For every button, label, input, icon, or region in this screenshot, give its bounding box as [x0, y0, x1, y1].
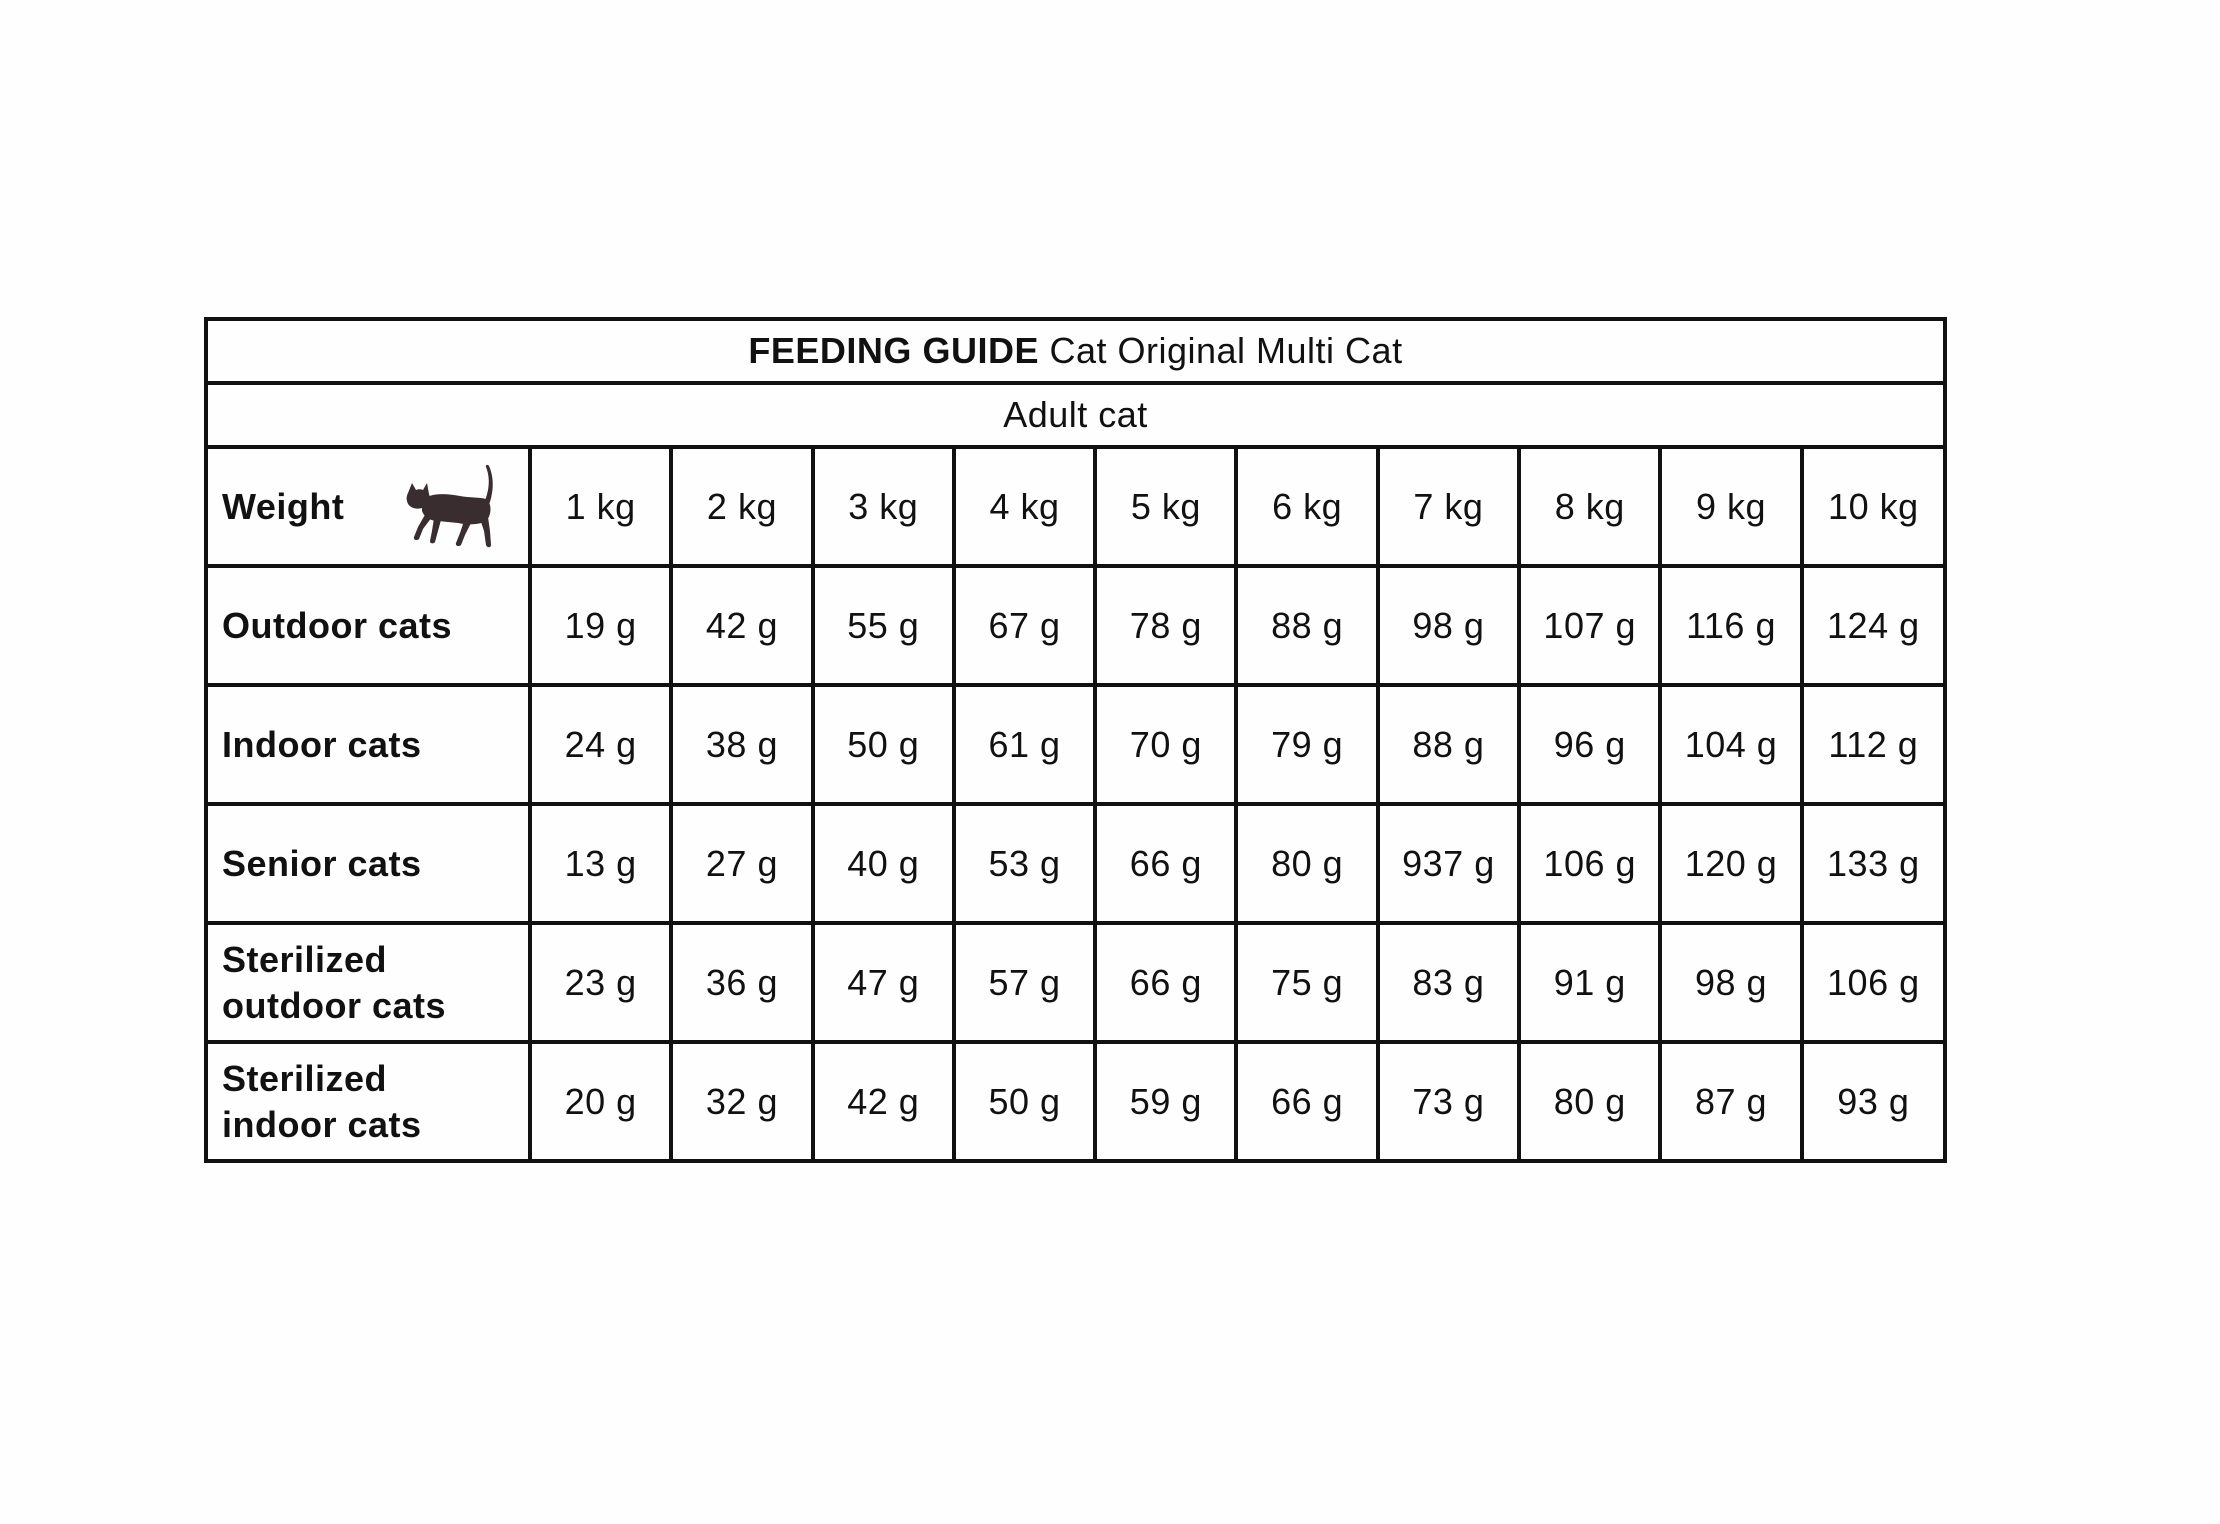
portion-cell: 112 g — [1802, 685, 1943, 804]
portion-cell: 937 g — [1378, 804, 1519, 923]
row-label-line: Sterilized — [222, 1057, 388, 1099]
weight-column-header: 3 kg — [813, 447, 954, 566]
weight-column-header: 9 kg — [1660, 447, 1801, 566]
portion-cell: 55 g — [813, 566, 954, 685]
portion-cell: 73 g — [1378, 1042, 1519, 1159]
portion-cell: 50 g — [813, 685, 954, 804]
portion-cell: 57 g — [954, 923, 1095, 1042]
table-subtitle: Adult cat — [208, 383, 1943, 447]
portion-cell: 40 g — [813, 804, 954, 923]
portion-cell: 59 g — [1095, 1042, 1236, 1159]
table-row — [208, 1042, 1943, 1159]
feeding-guide-table — [204, 317, 1947, 1163]
portion-cell: 70 g — [1095, 685, 1236, 804]
portion-cell: 66 g — [1236, 1042, 1377, 1159]
portion-cell: 106 g — [1519, 804, 1660, 923]
row-label — [208, 804, 530, 923]
weight-column-header: 2 kg — [671, 447, 812, 566]
subtitle-row — [208, 383, 1943, 447]
portion-cell: 61 g — [954, 685, 1095, 804]
portion-cell: 80 g — [1236, 804, 1377, 923]
portion-cell: 83 g — [1378, 923, 1519, 1042]
weight-header-row — [208, 447, 1943, 566]
weight-column-header: 10 kg — [1802, 447, 1943, 566]
portion-cell: 106 g — [1802, 923, 1943, 1042]
row-label-line: Indoor cats — [222, 723, 422, 765]
portion-cell: 124 g — [1802, 566, 1943, 685]
portion-cell: 23 g — [530, 923, 671, 1042]
row-label — [208, 685, 530, 804]
portion-cell: 133 g — [1802, 804, 1943, 923]
portion-cell: 80 g — [1519, 1042, 1660, 1159]
portion-cell: 98 g — [1660, 923, 1801, 1042]
portion-cell: 42 g — [813, 1042, 954, 1159]
portion-cell: 50 g — [954, 1042, 1095, 1159]
portion-cell: 19 g — [530, 566, 671, 685]
portion-cell: 78 g — [1095, 566, 1236, 685]
table-title — [208, 321, 1943, 383]
portion-cell: 98 g — [1378, 566, 1519, 685]
portion-cell: 20 g — [530, 1042, 671, 1159]
portion-cell: 13 g — [530, 804, 671, 923]
weight-column-header: 6 kg — [1236, 447, 1377, 566]
portion-cell: 24 g — [530, 685, 671, 804]
portion-cell: 36 g — [671, 923, 812, 1042]
portion-cell: 75 g — [1236, 923, 1377, 1042]
portion-cell: 93 g — [1802, 1042, 1943, 1159]
portion-cell: 67 g — [954, 566, 1095, 685]
row-label — [208, 923, 530, 1042]
portion-cell: 91 g — [1519, 923, 1660, 1042]
portion-cell: 47 g — [813, 923, 954, 1042]
portion-cell: 66 g — [1095, 804, 1236, 923]
weight-column-header: 8 kg — [1519, 447, 1660, 566]
row-label-line: indoor cats — [222, 1103, 422, 1145]
feeding-grid — [208, 321, 1943, 1159]
portion-cell: 53 g — [954, 804, 1095, 923]
row-label-line: Sterilized — [222, 938, 388, 980]
row-label-line: outdoor cats — [222, 984, 447, 1026]
portion-cell: 88 g — [1378, 685, 1519, 804]
portion-cell: 38 g — [671, 685, 812, 804]
title-bold-text: FEEDING GUIDE — [748, 330, 1039, 371]
portion-cell: 32 g — [671, 1042, 812, 1159]
table-row — [208, 923, 1943, 1042]
portion-cell: 27 g — [671, 804, 812, 923]
row-label-line: Outdoor cats — [222, 604, 453, 646]
portion-cell: 66 g — [1095, 923, 1236, 1042]
weight-header-cell — [208, 447, 530, 566]
portion-cell: 116 g — [1660, 566, 1801, 685]
table-row — [208, 566, 1943, 685]
table-row — [208, 804, 1943, 923]
title-product-text: Cat Original Multi Cat — [1049, 330, 1403, 371]
table-row — [208, 685, 1943, 804]
weight-label: Weight — [222, 485, 345, 527]
walking-cat-icon — [404, 463, 498, 549]
row-label — [208, 566, 530, 685]
portion-cell: 96 g — [1519, 685, 1660, 804]
portion-cell: 88 g — [1236, 566, 1377, 685]
portion-cell: 120 g — [1660, 804, 1801, 923]
title-row — [208, 321, 1943, 383]
weight-column-header: 1 kg — [530, 447, 671, 566]
portion-cell: 87 g — [1660, 1042, 1801, 1159]
weight-column-header: 7 kg — [1378, 447, 1519, 566]
row-label-line: Senior cats — [222, 842, 422, 884]
portion-cell: 107 g — [1519, 566, 1660, 685]
portion-cell: 42 g — [671, 566, 812, 685]
portion-cell: 104 g — [1660, 685, 1801, 804]
weight-column-header: 5 kg — [1095, 447, 1236, 566]
portion-cell: 79 g — [1236, 685, 1377, 804]
weight-column-header: 4 kg — [954, 447, 1095, 566]
row-label — [208, 1042, 530, 1159]
